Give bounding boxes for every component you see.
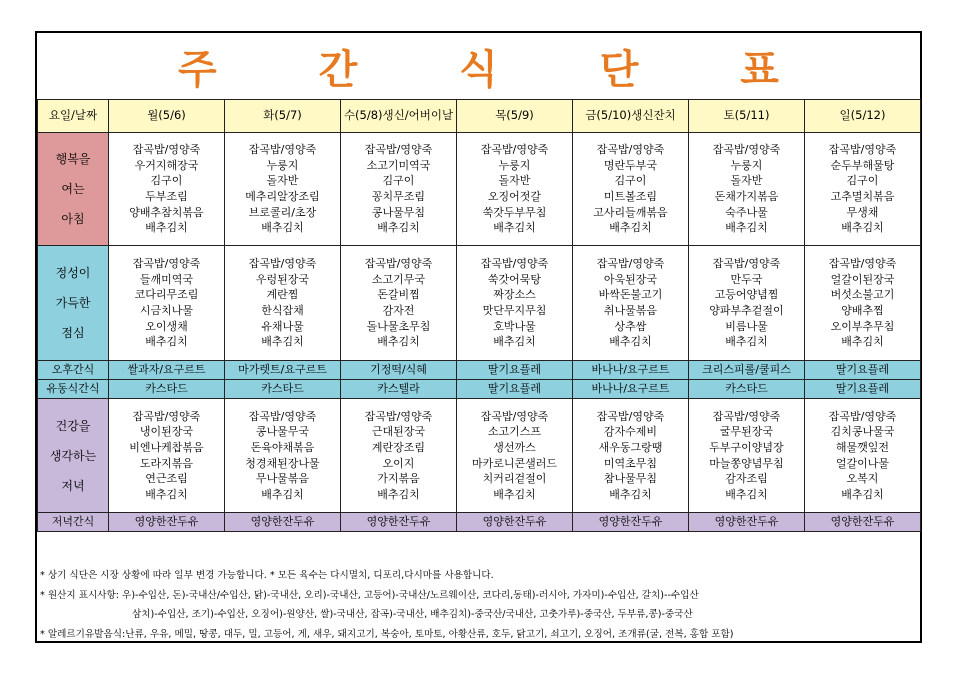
menu-item: 양배추찜 [841, 304, 884, 317]
menu-item: 누룽지 [266, 158, 299, 172]
menu-item: 누룽지 [498, 158, 531, 172]
snack-cell: 카스타드 [225, 380, 341, 399]
menu-item: 배추김치 [145, 335, 188, 349]
menu-item: 돈갈비찜 [377, 288, 420, 302]
day-header: 월(5/6) [109, 100, 225, 133]
menu-item: 명란두부국 [603, 158, 658, 172]
menu-item: 돌나물초무침 [366, 319, 431, 333]
menu-cell [109, 399, 225, 513]
menu-item: 참나물무침 [603, 472, 658, 486]
menu-cell [805, 246, 921, 361]
note-line: * 상기 식단은 시장 상황에 따라 일부 변경 가능합니다. * 모든 육수는 다시멸치, 디포리,다시마를 사용합니다. [40, 570, 494, 581]
menu-item: 배추김치 [841, 221, 884, 235]
menu-item: 잡곡밥/영양죽 [364, 409, 433, 423]
menu-item: 도라지볶음 [139, 456, 194, 470]
fluid-snack-row [38, 380, 921, 399]
meal-label-line: 가득한 [55, 296, 91, 310]
menu-item: 배추김치 [725, 487, 768, 501]
menu-cell [573, 246, 689, 361]
corner-label: 요일/날짜 [38, 100, 109, 133]
menu-item: 소고기스프 [487, 425, 542, 439]
menu-item: 계란장조림 [371, 440, 426, 454]
snack-label: 유동식간식 [38, 380, 109, 399]
snack-cell: 딸기요플레 [457, 361, 573, 380]
menu-item: 잡곡밥/영양죽 [248, 143, 317, 157]
menu-item: 마카로니콘샐러드 [471, 456, 557, 470]
snack-cell: 영양한잔두유 [805, 513, 921, 532]
menu-item: 냉이된장국 [139, 425, 194, 439]
menu-item: 돈육야채볶음 [250, 440, 315, 454]
menu-item: 잡곡밥/영양죽 [132, 257, 201, 271]
menu-item: 잡곡밥/영양죽 [364, 257, 433, 271]
menu-item: 양배추참치볶음 [129, 205, 204, 219]
note-line: 삼치)-수입산, 조기)-수입산, 오징어)-원양산, 쌀)-국내산, 잡곡)-국내산, 배추김치)-중국산/국내산, 고춧가루)-중국산, 두부류,콩)-중국산 [132, 609, 693, 620]
snack-cell: 마가렛트/요구르트 [225, 361, 341, 380]
menu-item: 배추김치 [145, 221, 188, 235]
menu-cell [109, 133, 225, 246]
evening-snack-row [38, 513, 921, 532]
snack-cell: 영양한잔두유 [341, 513, 457, 532]
note-line: * 원산지 표시사항: 우)-수입산, 돈)-국내산/수입산, 닭)-국내산, 오리)-국내산, 고등어)-국내산/노르웨이산, 코다리,동태)-러시아, 가자미)-수입산, 갈치)--수입산 [40, 589, 699, 601]
menu-item: 배추김치 [725, 221, 768, 235]
snack-cell: 카스타드 [109, 380, 225, 399]
menu-item: 고사리들깨볶음 [593, 205, 668, 219]
meal-label-line: 행복을 [55, 152, 91, 166]
menu-item: 비엔나케찹볶음 [129, 440, 204, 454]
menu-item: 쑥갓두부무침 [482, 205, 547, 219]
menu-item: 배추김치 [725, 335, 768, 349]
meal-label-line: 건강을 [55, 418, 91, 433]
menu-item: 배추김치 [261, 335, 304, 349]
breakfast-row [38, 133, 921, 246]
meal-label-line: 생각하는 [49, 448, 97, 463]
snack-cell: 기정떡/식혜 [341, 361, 457, 380]
snack-cell: 영양한잔두유 [109, 513, 225, 532]
snack-cell: 영양한잔두유 [573, 513, 689, 532]
snack-cell: 딸기요플레 [805, 380, 921, 399]
dinner-row [38, 399, 921, 513]
menu-item: 오이생채 [145, 319, 188, 333]
day-header: 토(5/11) [689, 100, 805, 133]
menu-sheet [35, 31, 922, 643]
meal-label-line: 점심 [61, 326, 85, 340]
menu-item: 소고기무국 [371, 272, 426, 286]
menu-item: 콩나물무침 [371, 205, 426, 219]
menu-item: 잡곡밥/영양죽 [364, 143, 433, 157]
menu-item: 계란찜 [266, 288, 299, 302]
menu-item: 돌자반 [498, 174, 531, 188]
snack-cell: 영양한잔두유 [689, 513, 805, 532]
menu-item: 해물깻잎전 [835, 440, 890, 454]
menu-item: 김구이 [846, 174, 879, 188]
menu-item: 근대된장국 [371, 425, 426, 439]
menu-cell [225, 246, 341, 361]
snack-label: 오후간식 [38, 361, 109, 380]
snack-cell: 카스텔라 [341, 380, 457, 399]
menu-item: 버섯소불고기 [830, 288, 895, 302]
snack-cell: 영양한잔두유 [225, 513, 341, 532]
day-header: 금(5/10)생신잔치 [573, 100, 689, 133]
menu-item: 배추김치 [609, 221, 652, 235]
menu-item: 돈채가지볶음 [714, 190, 779, 203]
meal-label [38, 399, 109, 513]
menu-cell [573, 133, 689, 246]
lunch-row [38, 246, 921, 361]
menu-item: 오징어젓갈 [487, 190, 542, 203]
menu-item: 배추김치 [841, 487, 884, 501]
menu-item: 고등어양념찜 [714, 288, 779, 302]
menu-item: 돌자반 [730, 174, 763, 188]
menu-cell [109, 246, 225, 361]
snack-cell: 딸기요플레 [457, 380, 573, 399]
menu-item: 잡곡밥/영양죽 [248, 257, 317, 271]
menu-item: 배추김치 [493, 487, 536, 501]
menu-item: 꽁치무조림 [371, 190, 426, 203]
menu-cell [341, 399, 457, 513]
menu-item: 잡곡밥/영양죽 [596, 143, 665, 157]
menu-item: 상추쌈 [614, 319, 647, 333]
menu-item: 잡곡밥/영양죽 [828, 409, 897, 423]
menu-item: 얼갈이나물 [835, 456, 890, 470]
menu-cell [225, 399, 341, 513]
meal-label-line: 아침 [61, 212, 85, 226]
menu-item: 얼갈이된장국 [830, 272, 895, 286]
menu-item: 아욱된장국 [603, 272, 658, 286]
menu-item: 우렁된장국 [255, 272, 310, 286]
menu-item: 배추김치 [377, 221, 420, 235]
menu-item: 배추김치 [493, 221, 536, 235]
menu-item: 유채나물 [261, 319, 304, 333]
menu-item: 잡곡밥/영양죽 [480, 143, 549, 157]
menu-item: 한식잡채 [261, 304, 304, 317]
menu-item: 김치콩나물국 [830, 425, 895, 439]
menu-item: 잡곡밥/영양죽 [712, 143, 781, 157]
menu-item: 코다리무조림 [134, 288, 199, 302]
afternoon-snack-row [38, 361, 921, 380]
menu-item: 돌자반 [266, 174, 299, 188]
menu-item: 잡곡밥/영양죽 [596, 257, 665, 271]
snack-cell: 카스타드 [689, 380, 805, 399]
meal-label [38, 133, 109, 246]
menu-item: 배추김치 [145, 487, 188, 501]
menu-item: 메추리알장조림 [245, 190, 320, 203]
menu-item: 배추김치 [609, 335, 652, 349]
menu-item: 무나물볶음 [255, 472, 310, 486]
menu-item: 잡곡밥/영양죽 [248, 409, 317, 423]
menu-cell [457, 399, 573, 513]
menu-item: 우거지해장국 [134, 158, 199, 172]
menu-item: 연근조림 [145, 472, 188, 486]
menu-item: 감자수제비 [603, 425, 658, 439]
snack-cell: 바나나/요구르트 [573, 380, 689, 399]
menu-item: 배추김치 [261, 487, 304, 501]
menu-item: 생선까스 [493, 440, 536, 454]
menu-cell [341, 246, 457, 361]
snack-cell: 크리스피롤/쿨피스 [689, 361, 805, 380]
menu-item: 들깨미역국 [139, 272, 194, 286]
menu-cell [341, 133, 457, 246]
menu-item: 콩나물무국 [255, 425, 310, 439]
menu-item: 배추김치 [377, 487, 420, 501]
day-header: 수(5/8)생신/어버이날 [341, 100, 457, 133]
meal-label-line: 정성이 [55, 266, 91, 280]
menu-item: 미트볼조림 [603, 190, 658, 203]
day-header: 화(5/7) [225, 100, 341, 133]
menu-item: 청경채된장나물 [245, 456, 320, 470]
menu-item: 굴무된장국 [719, 425, 774, 439]
menu-item: 감자조림 [725, 472, 768, 486]
menu-item: 배추김치 [609, 487, 652, 501]
menu-item: 무생채 [846, 205, 879, 219]
menu-cell [457, 133, 573, 246]
menu-item: 쑥갓어묵탕 [487, 272, 542, 286]
snack-cell: 영양한잔두유 [457, 513, 573, 532]
menu-item: 바싹돈불고기 [598, 288, 663, 302]
menu-item: 만두국 [730, 272, 763, 286]
menu-item: 두부구이양념장 [709, 440, 784, 454]
menu-item: 미역초무침 [603, 456, 658, 470]
menu-item: 감자전 [382, 304, 415, 317]
menu-item: 호박나물 [493, 319, 536, 333]
menu-item: 잡곡밥/영양죽 [712, 257, 781, 271]
menu-cell [457, 246, 573, 361]
notes [37, 564, 920, 646]
menu-item: 맛단무지무침 [482, 304, 547, 317]
menu-item: 시금치나물 [139, 304, 194, 317]
menu-item: 숙주나물 [725, 205, 768, 219]
menu-item: 오이지 [382, 456, 415, 470]
menu-cell [689, 399, 805, 513]
menu-item: 배추김치 [261, 221, 304, 235]
menu-cell [805, 399, 921, 513]
menu-item: 짜장소스 [493, 288, 536, 302]
menu-item: 소고기미역국 [366, 158, 431, 172]
menu-item: 양파부추겉절이 [709, 304, 784, 317]
menu-item: 김구이 [150, 174, 183, 188]
menu-item: 치커리겉절이 [482, 472, 547, 486]
meal-label-line: 저녁 [61, 478, 85, 493]
menu-cell [689, 246, 805, 361]
menu-item: 비름나물 [725, 319, 768, 333]
meal-label [38, 246, 109, 361]
menu-item: 잡곡밥/영양죽 [712, 409, 781, 423]
menu-item: 가지볶음 [377, 472, 420, 486]
menu-item: 잡곡밥/영양죽 [596, 409, 665, 423]
menu-item: 배추김치 [493, 335, 536, 349]
menu-item: 잡곡밥/영양죽 [828, 257, 897, 271]
day-header: 일(5/12) [805, 100, 921, 133]
menu-item: 잡곡밥/영양죽 [828, 143, 897, 157]
menu-table [37, 99, 921, 532]
menu-item: 취나물볶음 [603, 304, 658, 317]
menu-cell [689, 133, 805, 246]
menu-cell [225, 133, 341, 246]
menu-item: 잡곡밥/영양죽 [480, 257, 549, 271]
menu-item: 잡곡밥/영양죽 [480, 409, 549, 423]
page-title: 주 간 식 단 표 [178, 46, 823, 93]
menu-item: 누룽지 [730, 158, 763, 172]
menu-item: 잡곡밥/영양죽 [132, 409, 201, 423]
menu-item: 김구이 [614, 174, 647, 188]
note-line: * 알레르기유발음식:난류, 우유, 메밀, 땅콩, 대두, 밀, 고등어, 게, 새우, 돼지고기, 복숭아, 토마토, 아황산류, 호두, 닭고기, 쇠고기, 오징어, 조개류(굴, 전복, 홍합 포함) [40, 628, 734, 640]
menu-cell [805, 133, 921, 246]
menu-item: 두부조림 [145, 190, 188, 203]
menu-item: 고추멸치볶음 [830, 190, 895, 203]
meal-label-line: 여는 [61, 182, 85, 196]
menu-cell [573, 399, 689, 513]
day-header: 목(5/9) [457, 100, 573, 133]
menu-item: 오복지 [846, 472, 879, 486]
menu-item: 김구이 [382, 174, 415, 188]
menu-item: 잡곡밥/영양죽 [132, 143, 201, 157]
menu-item: 브로콜리/초장 [248, 205, 317, 219]
header-row [38, 100, 921, 133]
menu-item: 배추김치 [841, 335, 884, 349]
menu-item: 새우동그랑땡 [598, 440, 663, 454]
menu-item: 순두부해물탕 [830, 158, 895, 172]
menu-item: 오이부추무침 [830, 319, 895, 333]
snack-label: 저녁간식 [38, 513, 109, 532]
snack-cell: 쌀과자/요구르트 [109, 361, 225, 380]
menu-item: 마늘쫑양념무침 [709, 456, 784, 470]
menu-item: 배추김치 [377, 335, 420, 349]
snack-cell: 바나나/요구르트 [573, 361, 689, 380]
snack-cell: 딸기요플레 [805, 361, 921, 380]
